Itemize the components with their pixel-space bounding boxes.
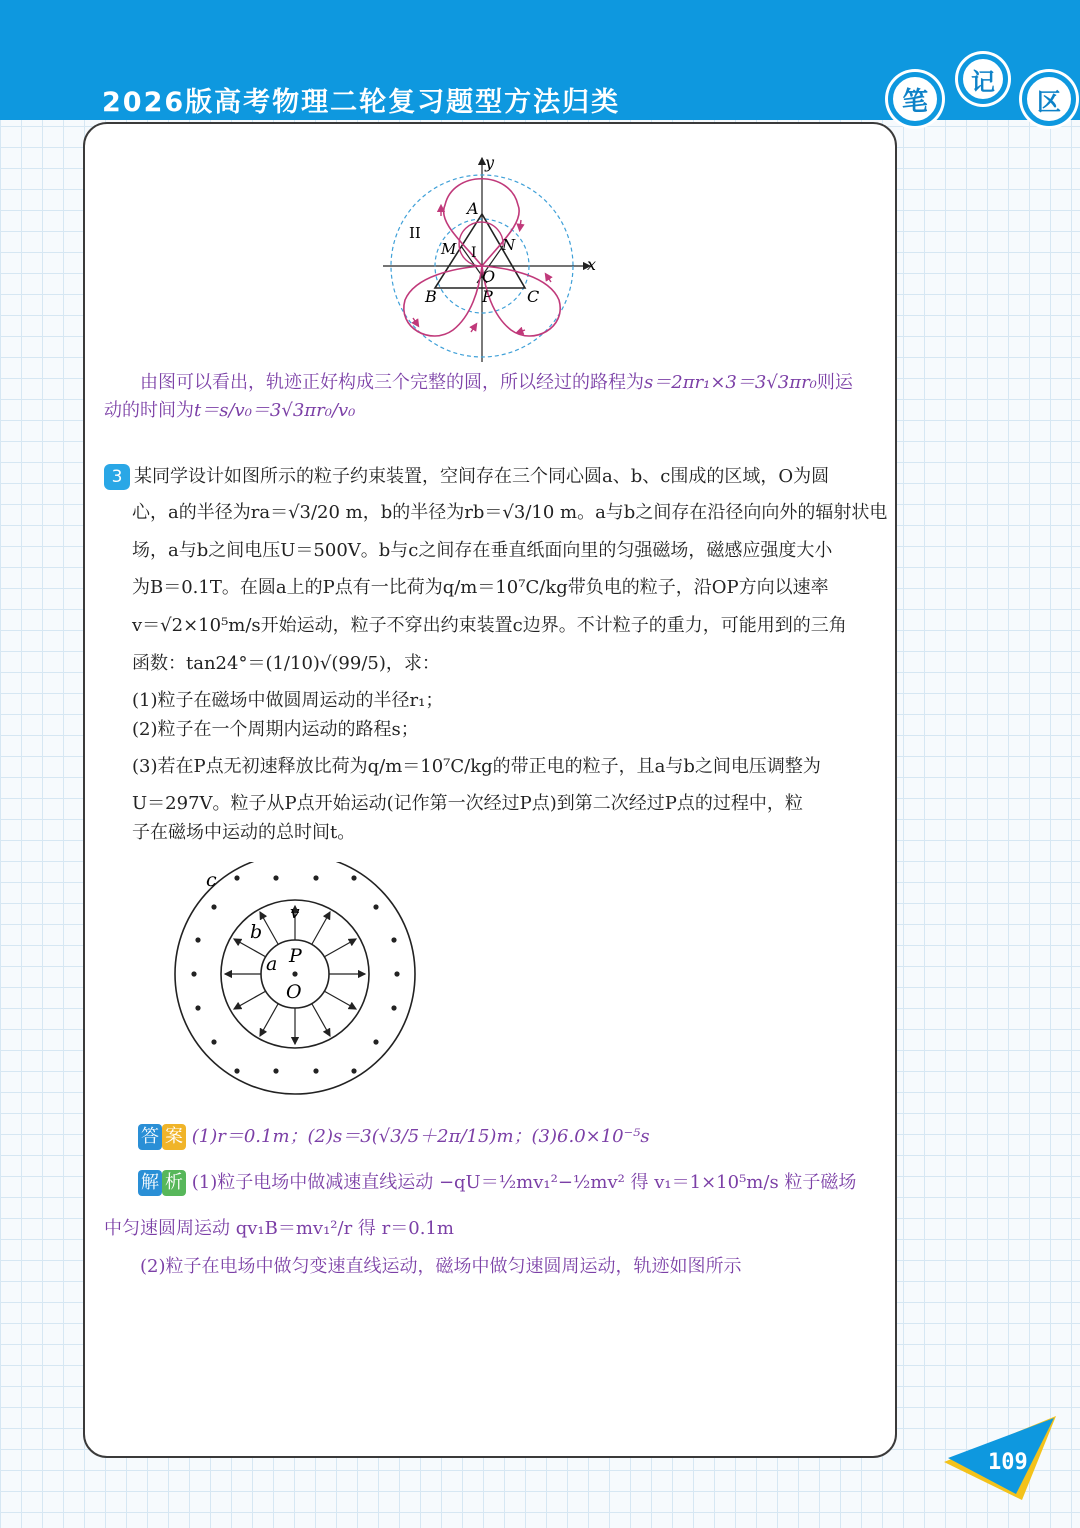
problem-line-2: 心，a的半径为ra＝√3/20 m，b的半径为rb＝√3/10 m。a与b之间存在沿径向向外的辐射状电: [132, 502, 888, 523]
analysis-line-1: [138, 1170, 856, 1196]
problem-line-6: 函数：tan24°＝(1/10)√(99/5)，求：: [132, 653, 440, 674]
fig2-label-c: c: [206, 869, 217, 891]
problem-line-5: v＝√2×10⁵m/s开始运动，粒子不穿出约束装置c边界。不计粒子的重力，可能用到的三角: [132, 615, 847, 636]
note-bubble-2: 记: [958, 54, 1008, 104]
question-1: (1)粒子在磁场中做圆周运动的半径r₁；: [132, 690, 444, 711]
problem-line-1: 3 某同学设计如图所示的粒子约束装置，空间存在三个同心圆a、b、c围成的区域，O为圆: [104, 464, 829, 490]
fig2-label-v: v: [290, 903, 300, 923]
analysis-line-3: (2)粒子在电场中做匀变速直线运动，磁场中做匀速圆周运动，轨迹如图所示: [140, 1256, 742, 1277]
answer-tag-2: 案: [162, 1124, 186, 1150]
fig2-label-P: P: [289, 945, 302, 967]
page-number: 109: [988, 1450, 1028, 1475]
question-3-line-1: (3)若在P点无初速释放比荷为q/m＝10⁷C/kg的带正电的粒子，且a与b之间电压调整为: [132, 756, 821, 777]
fig1-label-P: P: [482, 287, 493, 306]
fig2-label-a: a: [266, 953, 278, 975]
fig1-label-M: M: [441, 240, 457, 258]
problem-line-4: 为B＝0.1T。在圆a上的P点有一比荷为q/m＝10⁷C/kg带负电的粒子，沿OP方向以速率: [132, 577, 829, 598]
fig1-label-x: x: [587, 255, 597, 274]
note-bubble-1: 笔: [888, 72, 942, 126]
note-bubble-3: 区: [1022, 72, 1076, 126]
fig2-label-b: b: [250, 921, 263, 943]
problem-line-3: 场，a与b之间电压U＝500V。b与c之间存在垂直纸面向里的匀强磁场，磁感应强度大小: [132, 540, 833, 561]
book-title: 2026版高考物理二轮复习题型方法归类: [102, 87, 621, 118]
fig1-label-C: C: [527, 287, 540, 306]
fig1-label-B: B: [425, 287, 437, 306]
question-3-line-2: U＝297V。粒子从P点开始运动(记作第一次经过P点)到第二次经过P点的过程中，粒: [132, 793, 803, 814]
answer-line: [138, 1124, 650, 1150]
answer-text: (1)r＝0.1m；(2)s＝3(√3/5＋2π/15)m；(3)6.0×10⁻⁵s: [191, 1126, 650, 1147]
fig1-label-II: II: [409, 224, 421, 242]
device-figure: [168, 862, 428, 1102]
prev-line-1: 由图可以看出，轨迹正好构成三个完整的圆，所以经过的路程为s＝2πr₁×3＝3√3πr₀则运: [140, 372, 853, 393]
fig2-label-O: O: [286, 981, 302, 1003]
fig1-label-O: O: [482, 267, 496, 286]
prev-line-2: 动的时间为t＝s/v₀＝3√3πr₀/v₀: [104, 400, 356, 421]
analysis-line-2: 中匀速圆周运动 qv₁B＝mv₁²/r 得 r＝0.1m: [104, 1218, 454, 1239]
analysis-tag-2: 析: [162, 1170, 186, 1196]
question-2: (2)粒子在一个周期内运动的路程s；: [132, 719, 419, 740]
answer-tag-1: 答: [138, 1124, 162, 1150]
fig1-label-A: A: [467, 199, 479, 218]
analysis-text-1: (1)粒子电场中做减速直线运动 −qU＝½mv₁²−½mv² 得 v₁＝1×10⁵m/s 粒子磁场: [191, 1172, 857, 1193]
fig1-label-N: N: [502, 236, 516, 254]
analysis-tag-1: 解: [138, 1170, 162, 1196]
question-3-line-3: 子在磁场中运动的总时间t。: [132, 822, 356, 843]
problem-number: 3: [104, 464, 130, 490]
fig1-label-y: y: [485, 153, 495, 172]
trajectory-figure: [375, 150, 605, 365]
fig1-label-I: I: [471, 245, 477, 261]
